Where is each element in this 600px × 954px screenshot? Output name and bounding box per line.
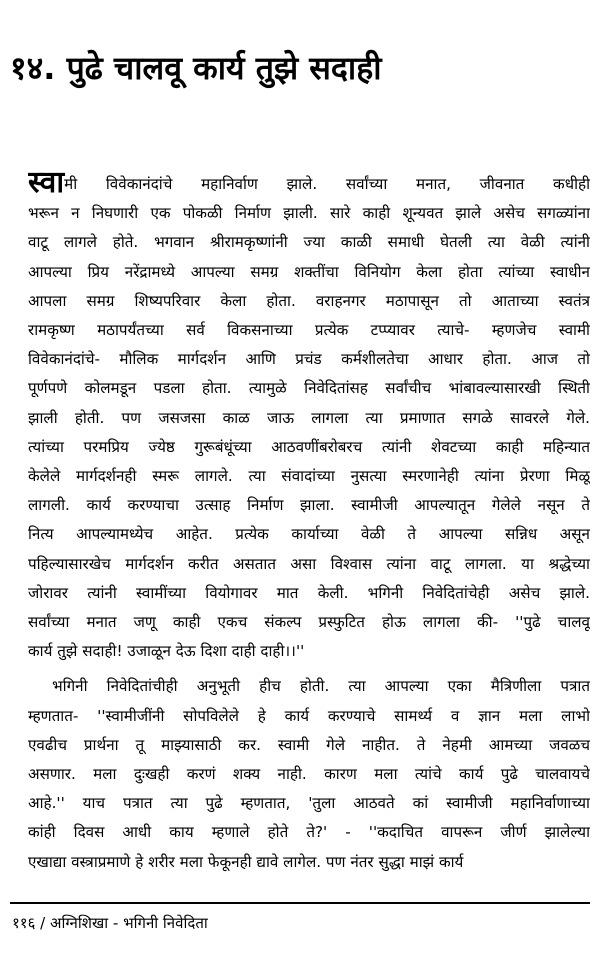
text-line [28,170,590,199]
text-line: पूर्णपणे कोलमडून पडला होता. त्यामुळे निवेदितांसह सर्वांचीच भांबावल्यासारखी स्थिती [28,379,590,398]
text-line: एवढीच प्रार्थना तू माझ्यासाठी कर. स्वामी गेले नाहीत. ते नेहमी आमच्या जवळच [28,735,590,754]
text-line: नित्य आपल्यामध्येच आहेत. प्रत्येक कार्याच्या वेळी ते आपल्या सन्निध असून [28,525,590,544]
paragraph-2 [28,672,590,876]
text-line: लागली. कार्य करण्याचा उत्साह निर्माण झाला. स्वामीजी आपल्यातून गेलेले नसून ते [28,496,590,515]
text-line-rest: मी विवेकानंदांचे महानिर्वाण झाले. सर्वांच्या मनात, जीवनात कधीही [64,175,590,193]
drop-cap: स्वा [28,170,65,200]
text-line: भगिनी निवेदितांचीही अनुभूती हीच होती. त्या आपल्या एका मैत्रिणीला पत्रात [52,677,590,696]
text-line: असणार. मला दुःखही करणं शक्य नाही. कारण मला त्यांचे कार्य पुढे चालवायचे [28,765,590,784]
text-line: त्यांच्या परमप्रिय ज्येष्ठ गुरूबंधूंच्या आठवणींबरोबरच त्यांनी शेवटच्या काही महिन्यात [28,437,590,456]
chapter-body [28,170,590,877]
text-line: जोरावर त्यांनी स्वामींच्या वियोगावर मात केली. भगिनी निवेदितांचेही असेच झाले. [28,583,590,602]
text-line: रामकृष्ण मठापर्यंतच्या सर्व विकसनाच्या प्रत्येक टप्प्यावर त्याचे- म्हणजेच स्वामी [28,321,590,340]
text-line: कांही दिवस आधी काय म्हणाले होते ते?' - ''कदाचित वापरून जीर्ण झालेल्या [28,823,590,842]
text-line: एखाद्या वस्त्राप्रमाणे हे शरीर मला फेकूनही द्यावे लागेल. पण नंतर सुद्धा माझं कार्य [28,852,464,871]
text-line: विवेकानंदांचे- मौलिक मार्गदर्शन आणि प्रचंड कर्मशीलतेचा आधार होता. आज तो [28,350,590,369]
text-line: केलेले मार्गदर्शनही स्मरू लागले. त्या संवादांच्या नुसत्या स्मरणानेही त्यांना प्रेरणा मिळू [28,467,590,486]
text-line: आहे.'' याच पत्रात त्या पुढे म्हणतात, 'तुला आठवते कां स्वामीजी महानिर्वाणाच्या [28,794,590,813]
text-line: भरून न निघणारी एक पोकळी निर्माण झाली. सारे काही शून्यवत झाले असेच सगळ्यांना [28,204,590,223]
text-line: पहिल्यासारखेच मार्गदर्शन करीत असतात असा विश्वास त्यांना वाटू लागला. या श्रद्धेच्या [28,554,590,573]
footer-divider [10,902,590,904]
page-footer: ११६ / अग्निशिखा - भगिनी निवेदिता [12,914,208,932]
text-line: म्हणतात- ''स्वामीजींनी सोपविलेले हे कार्य करण्याचे सामर्थ्य व ज्ञान मला लाभो [28,706,590,725]
text-line: वाटू लागले होते. भगवान श्रीरामकृष्णांनी ज्या काळी समाधी घेतली त्या वेळी त्यांनी [28,233,590,252]
text-line: आपला समग्र शिष्यपरिवार केला होता. वराहनगर मठापासून तो आताच्या स्वतंत्र [28,291,590,310]
text-line: कार्य तुझे सदाही! उजाळून देऊ दिशा दाही दाही।।'' [28,642,305,661]
text-line: सर्वांच्या मनात जणू काही एकच संकल्प प्रस्फुटित होऊ लागला की- ''पुढे चालवू [28,613,590,632]
text-line: आपल्या प्रिय नरेंद्रामध्ये आपल्या समग्र शक्तींचा विनियोग केला होता त्यांच्या स्वाधीन [28,262,590,281]
text-line: झाली होती. पण जसजसा काळ जाऊ लागला त्या प्रमाणात सगळे सावरले गेले. [28,408,590,427]
paragraph-1 [28,170,590,666]
chapter-title: १४. पुढे चालवू कार्य तुझे सदाही [10,49,382,87]
